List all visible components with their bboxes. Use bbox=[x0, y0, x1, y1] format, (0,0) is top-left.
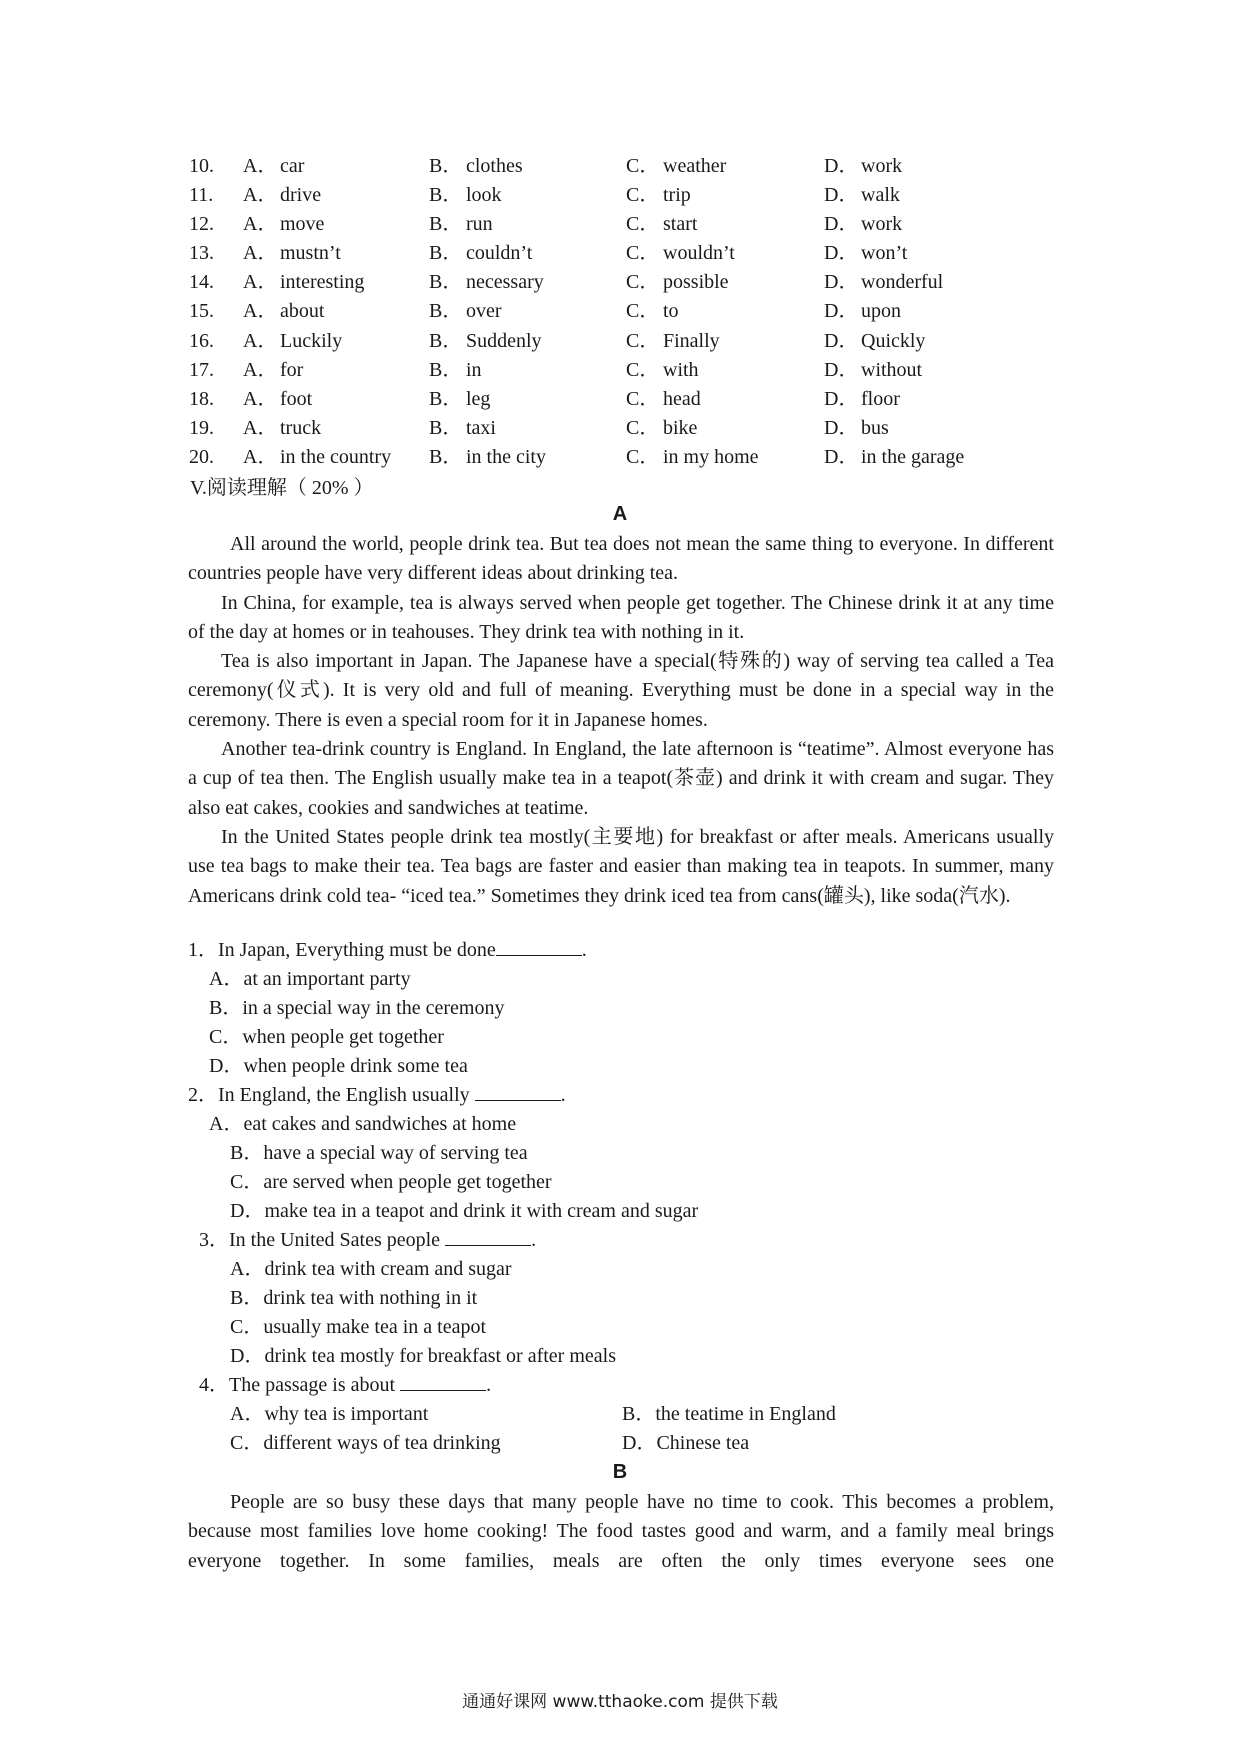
option-c bbox=[626, 385, 824, 414]
option-b bbox=[429, 443, 626, 472]
option-text: bus bbox=[861, 416, 889, 439]
question-end: . bbox=[531, 1229, 537, 1251]
question-2-option-a: A．eat cakes and sandwiches at home bbox=[209, 1113, 517, 1135]
option-text: wonderful bbox=[861, 271, 944, 294]
option-a bbox=[243, 152, 429, 181]
option-text: walk bbox=[861, 184, 900, 207]
passage-a-paragraph: All around the world, people drink tea. But tea does not mean the same thing to everyone. In different countries people have very different ideas about drinking tea. bbox=[188, 533, 1054, 585]
option-b bbox=[429, 297, 626, 326]
option-letter: B． bbox=[429, 213, 463, 236]
option-text: Finally bbox=[663, 329, 720, 352]
option-letter: B． bbox=[429, 358, 463, 381]
option-letter: A． bbox=[243, 329, 278, 352]
question-number: 12. bbox=[189, 213, 214, 236]
passage-a-title: A bbox=[612, 503, 628, 525]
passage-b-title: B bbox=[612, 1461, 628, 1483]
option-text: clothes bbox=[466, 155, 523, 177]
option-text: to bbox=[663, 300, 679, 323]
question-2-option-b: B．have a special way of serving tea bbox=[230, 1142, 528, 1164]
question-3-option-a: A．drink tea with cream and sugar bbox=[230, 1258, 512, 1280]
cloze-option-row bbox=[189, 210, 1024, 239]
option-text: about bbox=[280, 300, 325, 323]
passage-b-paragraph: People are so busy these days that many people have no time to cook. This becomes a problem, because most families love home cooking! The food tastes good and warm, and a family meal brings everyone together. In some families, meals are often the only times everyone sees one bbox=[188, 1491, 1054, 1572]
question-2-stem bbox=[188, 1081, 566, 1109]
option-letter: C． bbox=[626, 387, 660, 410]
option-letter: B． bbox=[429, 416, 463, 439]
option-letter: D． bbox=[824, 445, 859, 468]
cloze-option-row bbox=[189, 268, 1024, 297]
option-c bbox=[626, 152, 824, 181]
answer-blank bbox=[475, 1082, 561, 1101]
question-2-option-d: D．make tea in a teapot and drink it with cream and sugar bbox=[230, 1200, 699, 1222]
answer-blank bbox=[445, 1227, 531, 1246]
question-number: 17. bbox=[189, 358, 214, 381]
option-text: with bbox=[663, 358, 699, 381]
option-text: without bbox=[861, 358, 923, 381]
option-text: mustn’t bbox=[280, 242, 341, 265]
question-number: 11. bbox=[189, 184, 214, 207]
option-d bbox=[824, 239, 1024, 268]
question-4-option-a: A．why tea is important bbox=[230, 1403, 429, 1425]
question-1-option-a: A．at an important party bbox=[209, 968, 411, 990]
option-b bbox=[429, 385, 626, 414]
option-c bbox=[626, 414, 824, 443]
option-a bbox=[243, 385, 429, 414]
cloze-option-row bbox=[189, 356, 1024, 385]
option-letter: D． bbox=[824, 387, 859, 410]
option-d bbox=[824, 443, 1024, 472]
option-c bbox=[626, 356, 824, 385]
option-a bbox=[243, 239, 429, 268]
option-a bbox=[243, 210, 429, 239]
option-text: in the garage bbox=[861, 445, 965, 468]
option-letter: D． bbox=[824, 184, 859, 207]
option-letter: D． bbox=[824, 271, 859, 294]
question-4-option-b: B．the teatime in England bbox=[622, 1403, 836, 1425]
option-c bbox=[626, 268, 824, 297]
question-end: . bbox=[486, 1374, 492, 1396]
passage-a-body bbox=[188, 530, 1054, 911]
option-letter: B． bbox=[429, 184, 463, 207]
option-d bbox=[824, 181, 1024, 210]
question-4-stem bbox=[199, 1371, 491, 1399]
cloze-option-row bbox=[189, 181, 1024, 210]
passage-a-paragraph: Tea is also important in Japan. The Japanese have a special(特殊的) way of serving tea called a Tea ceremony(仪式). It is very old and full of meaning. Everything must be done in a special way in the ceremony. There is even a special room for it in Japanese homes. bbox=[188, 650, 1054, 731]
option-letter: B． bbox=[429, 242, 463, 265]
option-text: in bbox=[466, 358, 482, 381]
question-number: 14. bbox=[189, 271, 214, 294]
question-4-option-d: D．Chinese tea bbox=[622, 1432, 750, 1454]
option-letter: C． bbox=[626, 445, 660, 468]
option-text: bike bbox=[663, 416, 698, 439]
option-text: run bbox=[466, 213, 493, 236]
option-d bbox=[824, 414, 1024, 443]
option-text: head bbox=[663, 387, 701, 410]
question-number: 10. bbox=[189, 155, 214, 177]
question-stem-text: 1．In Japan, Everything must be done bbox=[188, 939, 496, 961]
option-text: truck bbox=[280, 416, 322, 439]
section-heading: V.阅读理解（ 20% ） bbox=[190, 477, 374, 499]
option-letter: A． bbox=[243, 271, 278, 294]
option-text: floor bbox=[861, 387, 900, 410]
option-letter: C． bbox=[626, 358, 660, 381]
cloze-options-table bbox=[189, 152, 1024, 472]
option-b bbox=[429, 181, 626, 210]
passage-a-paragraph: Another tea-drink country is England. In England, the late afternoon is “teatime”. Almost everyone has a cup of tea then. The English usually make tea in a teapot(茶壶) and drink it with cream and sugar. They also eat cakes, cookies and sandwiches at teatime. bbox=[188, 738, 1054, 819]
question-1-option-d: D．when people drink some tea bbox=[209, 1055, 468, 1077]
option-letter: A． bbox=[243, 300, 278, 323]
option-letter: D． bbox=[824, 242, 859, 265]
question-stem-text: 2．In England, the English usually bbox=[188, 1084, 475, 1106]
question-4-option-c: C．different ways of tea drinking bbox=[230, 1432, 501, 1454]
question-number: 13. bbox=[189, 242, 214, 265]
option-letter: D． bbox=[824, 155, 859, 177]
option-text: upon bbox=[861, 300, 901, 323]
option-text: move bbox=[280, 213, 325, 236]
option-letter: D． bbox=[824, 213, 859, 236]
option-c bbox=[626, 239, 824, 268]
question-number: 18. bbox=[189, 387, 214, 410]
option-text: Quickly bbox=[861, 329, 926, 352]
option-letter: A． bbox=[243, 155, 278, 177]
option-a bbox=[243, 297, 429, 326]
option-text: work bbox=[861, 155, 903, 177]
option-b bbox=[429, 210, 626, 239]
option-a bbox=[243, 327, 429, 356]
question-number: 19. bbox=[189, 416, 214, 439]
option-d bbox=[824, 152, 1024, 181]
option-text: foot bbox=[280, 387, 313, 410]
option-b bbox=[429, 239, 626, 268]
option-text: weather bbox=[663, 155, 727, 177]
question-3-option-c: C．usually make tea in a teapot bbox=[230, 1316, 487, 1338]
option-letter: A． bbox=[243, 445, 278, 468]
question-1-option-c: C．when people get together bbox=[209, 1026, 444, 1048]
option-text: couldn’t bbox=[466, 242, 533, 265]
option-letter: C． bbox=[626, 300, 660, 323]
passage-a-paragraph: In the United States people drink tea mostly(主要地) for breakfast or after meals. Americans usually use tea bags to make their tea. Tea bags are faster and easier than making tea in teapots. In summer, many Americans drink cold tea- “iced tea.” Sometimes they drink iced tea from cans(罐头), like soda(汽水). bbox=[188, 825, 1054, 907]
option-letter: A． bbox=[243, 416, 278, 439]
option-text: necessary bbox=[466, 271, 544, 294]
passage-a-paragraph: In China, for example, tea is always served when people get together. The Chinese drink it at any time of the day at homes or in teahouses. They drink tea with nothing in it. bbox=[188, 591, 1054, 643]
option-c bbox=[626, 443, 824, 472]
question-number: 20. bbox=[189, 445, 214, 468]
question-number: 15. bbox=[189, 300, 214, 323]
question-1-stem bbox=[188, 936, 587, 964]
option-text: in the country bbox=[280, 445, 392, 468]
option-letter: D． bbox=[824, 416, 859, 439]
answer-blank bbox=[400, 1372, 486, 1391]
question-3-option-d: D．drink tea mostly for breakfast or after meals bbox=[230, 1345, 616, 1367]
option-text: Luckily bbox=[280, 329, 343, 352]
cloze-option-row bbox=[189, 297, 1024, 326]
answer-blank bbox=[496, 937, 582, 956]
option-d bbox=[824, 268, 1024, 297]
option-text: trip bbox=[663, 184, 691, 207]
option-a bbox=[243, 443, 429, 472]
option-text: interesting bbox=[280, 271, 365, 294]
option-letter: B． bbox=[429, 271, 463, 294]
cloze-option-row bbox=[189, 152, 1024, 181]
option-b bbox=[429, 152, 626, 181]
cloze-option-row bbox=[189, 414, 1024, 443]
option-text: possible bbox=[663, 271, 729, 294]
footer-text: 通通好课网 www.tthaoke.com 提供下载 bbox=[462, 1692, 778, 1712]
option-text: leg bbox=[466, 387, 491, 410]
question-number: 16. bbox=[189, 329, 214, 352]
option-c bbox=[626, 297, 824, 326]
question-stem-text: 3．In the United Sates people bbox=[199, 1229, 446, 1251]
cloze-option-row bbox=[189, 327, 1024, 356]
option-letter: B． bbox=[429, 329, 463, 352]
option-letter: C． bbox=[626, 271, 660, 294]
option-letter: A． bbox=[243, 242, 278, 265]
option-text: for bbox=[280, 358, 304, 381]
option-d bbox=[824, 385, 1024, 414]
option-text: taxi bbox=[466, 416, 496, 439]
option-letter: A． bbox=[243, 387, 278, 410]
option-letter: C． bbox=[626, 329, 660, 352]
question-3-option-b: B．drink tea with nothing in it bbox=[230, 1287, 478, 1309]
option-letter: B． bbox=[429, 445, 463, 468]
option-letter: C． bbox=[626, 242, 660, 265]
option-letter: B． bbox=[429, 300, 463, 323]
question-stem-text: 4．The passage is about bbox=[199, 1374, 401, 1396]
option-d bbox=[824, 297, 1024, 326]
option-c bbox=[626, 181, 824, 210]
option-text: in the city bbox=[466, 445, 546, 468]
option-text: work bbox=[861, 213, 903, 236]
option-a bbox=[243, 181, 429, 210]
option-b bbox=[429, 414, 626, 443]
cloze-option-row bbox=[189, 385, 1024, 414]
option-text: drive bbox=[280, 184, 322, 207]
option-text: car bbox=[280, 155, 305, 177]
option-c bbox=[626, 327, 824, 356]
option-text: won’t bbox=[861, 242, 908, 265]
option-letter: D． bbox=[824, 358, 859, 381]
cloze-option-row bbox=[189, 443, 1024, 472]
option-letter: D． bbox=[824, 300, 859, 323]
option-b bbox=[429, 356, 626, 385]
option-c bbox=[626, 210, 824, 239]
question-1-option-b: B．in a special way in the ceremony bbox=[209, 997, 505, 1019]
option-letter: B． bbox=[429, 387, 463, 410]
option-letter: C． bbox=[626, 416, 660, 439]
option-a bbox=[243, 268, 429, 297]
option-letter: A． bbox=[243, 213, 278, 236]
option-letter: C． bbox=[626, 184, 660, 207]
question-2-option-c: C．are served when people get together bbox=[230, 1171, 552, 1193]
option-b bbox=[429, 268, 626, 297]
cloze-option-row bbox=[189, 239, 1024, 268]
option-letter: A． bbox=[243, 358, 278, 381]
option-d bbox=[824, 356, 1024, 385]
question-end: . bbox=[581, 939, 587, 961]
option-text: look bbox=[466, 184, 502, 207]
option-text: in my home bbox=[663, 445, 759, 468]
option-text: Suddenly bbox=[466, 329, 542, 352]
option-text: start bbox=[663, 213, 698, 236]
option-letter: C． bbox=[626, 213, 660, 236]
question-end: . bbox=[560, 1084, 566, 1106]
option-d bbox=[824, 210, 1024, 239]
option-letter: B． bbox=[429, 155, 463, 177]
option-letter: C． bbox=[626, 155, 660, 177]
option-text: over bbox=[466, 300, 502, 323]
option-text: wouldn’t bbox=[663, 242, 735, 265]
option-a bbox=[243, 414, 429, 443]
passage-b-body bbox=[188, 1488, 1054, 1576]
option-b bbox=[429, 327, 626, 356]
question-3-stem bbox=[199, 1226, 536, 1254]
option-letter: A． bbox=[243, 184, 278, 207]
option-d bbox=[824, 327, 1024, 356]
option-a bbox=[243, 356, 429, 385]
option-letter: D． bbox=[824, 329, 859, 352]
